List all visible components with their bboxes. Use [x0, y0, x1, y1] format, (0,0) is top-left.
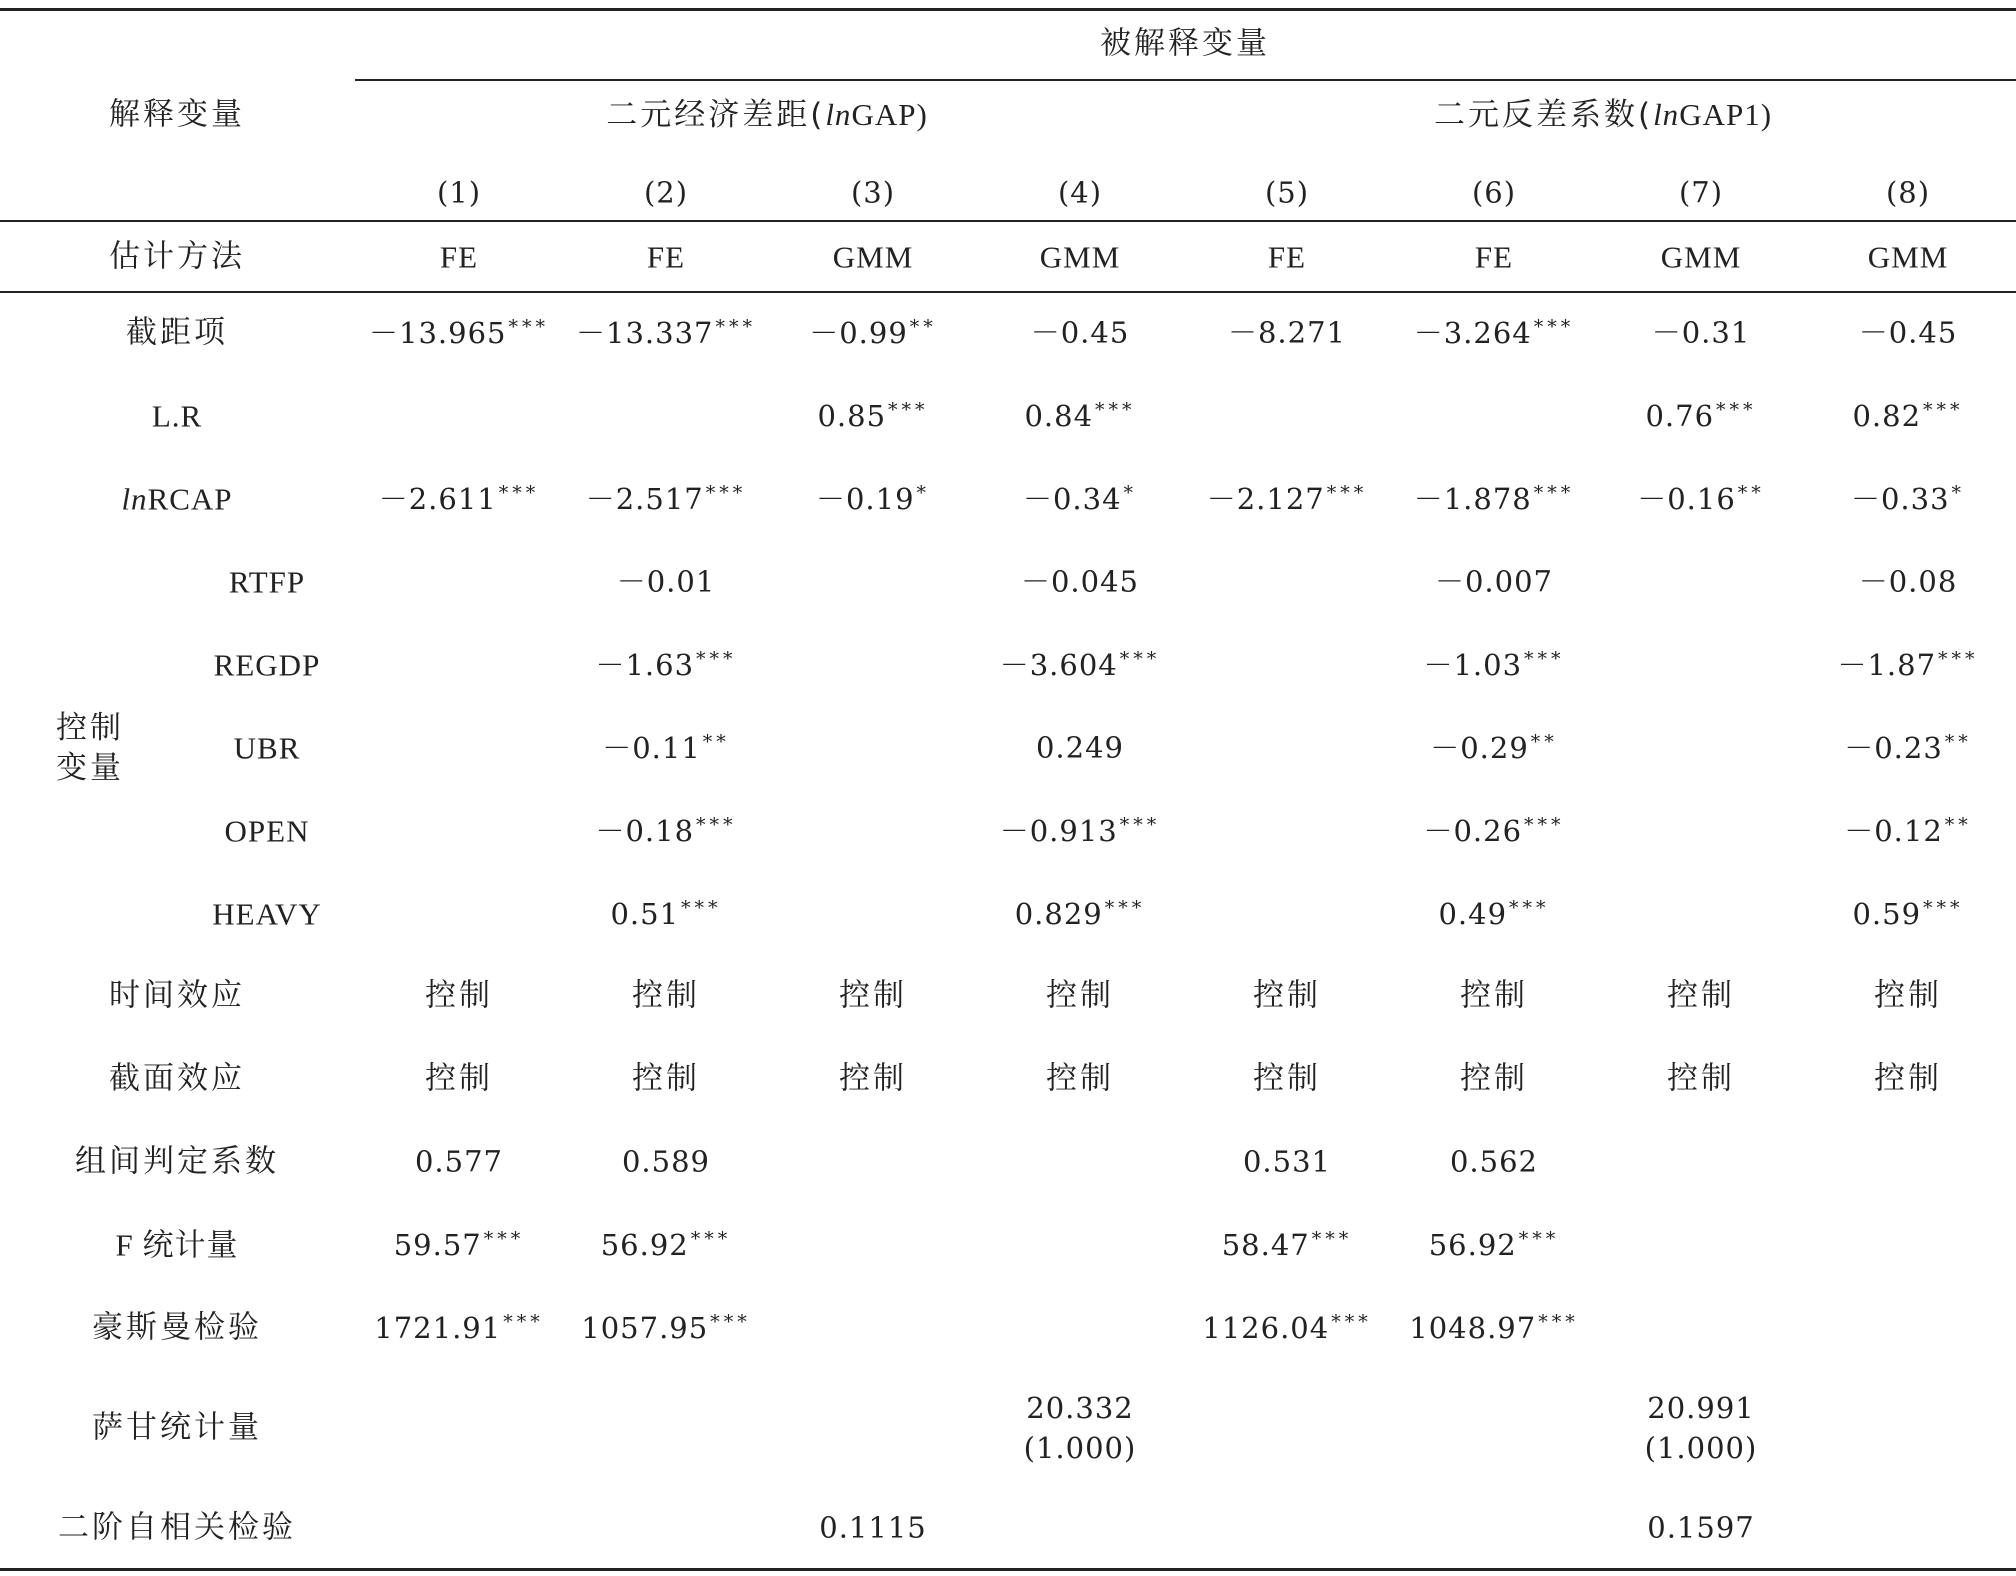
cell-value: －0.31: [1651, 315, 1751, 350]
significance-stars: ***: [705, 482, 747, 504]
cell-value: －13.337: [576, 316, 714, 350]
significance-stars: ***: [1533, 482, 1575, 504]
significance-stars: ***: [888, 399, 929, 421]
table-cell: [1449, 1144, 1539, 1179]
table-cell: [1647, 1510, 1755, 1545]
table-cell: [1637, 484, 1765, 514]
significance-stars: ***: [1923, 897, 1964, 919]
group-header-gap: [606, 99, 928, 131]
table-cell: [1851, 484, 1965, 514]
cell-value: 0.577: [414, 1144, 504, 1179]
cell-value: 控制: [1460, 977, 1528, 1014]
cell-value: －1.878: [1413, 482, 1532, 516]
cell-value: 1057.95: [581, 1311, 709, 1345]
table-cell: [632, 1060, 700, 1097]
cell-value-secondary: (1.000): [1023, 1431, 1137, 1465]
significance-stars: ***: [1538, 1311, 1579, 1333]
cell-value-secondary: (1.000): [1644, 1431, 1758, 1465]
significance-stars: **: [1944, 731, 1972, 753]
table-cell: [616, 564, 716, 599]
bottom-rule: [0, 1568, 2016, 1571]
cell-value: －8.271: [1227, 315, 1347, 350]
group-header-gap1: [1434, 99, 1772, 131]
row-label: L.R: [151, 398, 203, 434]
table-cell: [1409, 1313, 1578, 1343]
group-header-gap1-ital: ln: [1653, 97, 1680, 132]
cell-value: 0.76: [1645, 399, 1715, 433]
table-cell: [1423, 650, 1564, 680]
table-cell: [610, 899, 721, 929]
significance-stars: ***: [1938, 648, 1979, 670]
cell-value: 59.57: [393, 1228, 482, 1262]
table-cell: [1858, 315, 1958, 350]
group-header-gap-ital: ln: [825, 97, 852, 132]
method-cell: FE: [1474, 239, 1514, 275]
table-cell: [1227, 315, 1347, 350]
significance-stars: ***: [498, 482, 540, 504]
cell-value: 控制: [1460, 1060, 1528, 1097]
cell-value: 0.59: [1852, 897, 1922, 931]
table-cell: [586, 484, 747, 514]
cell-value: 0.589: [621, 1144, 711, 1179]
row-label: RTFP: [228, 564, 306, 600]
significance-stars: **: [1737, 482, 1765, 504]
table-cell: [1429, 1230, 1560, 1260]
cell-value: －0.26: [1423, 814, 1523, 848]
table-cell: [1438, 899, 1549, 929]
cell-value: 0.84: [1024, 399, 1094, 433]
table-cell: [595, 650, 736, 680]
table-cell: [601, 1230, 732, 1260]
row-label: 二阶自相关检验: [58, 1509, 296, 1546]
cell-value: 控制: [1253, 977, 1321, 1014]
cell-value: 控制: [425, 1060, 493, 1097]
table-cell: [1020, 564, 1140, 599]
table-cell: [595, 816, 736, 846]
cell-value: 20.991: [1647, 1391, 1755, 1425]
table-cell: [1837, 650, 1978, 680]
group-header-gap-pre: 二元经济差距(: [606, 97, 826, 133]
significance-stars: ***: [1509, 897, 1550, 919]
cell-value: －2.611: [378, 482, 497, 516]
significance-stars: **: [1944, 814, 1972, 836]
table-cell: [379, 484, 540, 514]
row-label: 时间效应: [109, 977, 245, 1014]
table-cell: [374, 1313, 543, 1343]
cell-value: 0.49: [1438, 897, 1508, 931]
significance-stars: ***: [1533, 316, 1575, 338]
cell-value: －0.007: [1434, 564, 1554, 599]
cell-value: －0.12: [1844, 814, 1943, 848]
cell-value: 0.82: [1852, 399, 1922, 433]
method-cell: GMM: [1867, 239, 1949, 275]
table-cell: [816, 484, 930, 514]
table-cell: [1667, 977, 1735, 1014]
cell-value: 控制: [839, 977, 907, 1014]
table-cell: [602, 733, 730, 763]
cell-value: 0.562: [1449, 1144, 1539, 1179]
significance-stars: ***: [1104, 897, 1146, 919]
group-header-gap1-post: GAP1): [1679, 97, 1773, 132]
significance-stars: ***: [1311, 1228, 1353, 1250]
cell-value: －0.23: [1844, 731, 1943, 765]
table-cell: [1852, 899, 1963, 929]
significance-stars: ***: [1119, 814, 1161, 836]
cell-value: 控制: [425, 977, 493, 1014]
table-cell: [817, 401, 928, 431]
cell-value: 0.85: [817, 399, 887, 433]
row-label: 豪斯曼检验: [92, 1309, 262, 1346]
table-cell: [1414, 318, 1575, 348]
row-label: OPEN: [224, 813, 310, 849]
group-header-gap-post: GAP): [851, 97, 928, 132]
significance-stars: ***: [1331, 1311, 1372, 1333]
row-label: 萨甘统计量: [92, 1409, 262, 1446]
significance-stars: **: [1530, 731, 1558, 753]
column-number: (5): [1264, 175, 1310, 210]
table-cell: [1000, 816, 1161, 846]
significance-stars: **: [702, 731, 730, 753]
table-cell: [576, 318, 756, 348]
significance-stars: ***: [696, 648, 737, 670]
table-cell: [1253, 1060, 1321, 1097]
cell-value: 控制: [1874, 977, 1942, 1014]
significance-stars: *: [1951, 482, 1966, 504]
significance-stars: ***: [508, 316, 549, 338]
cell-value: －0.045: [1020, 564, 1140, 599]
cell-value: 56.92: [1428, 1228, 1517, 1262]
cell-value: －0.45: [1858, 315, 1958, 350]
significance-stars: ***: [1518, 1228, 1560, 1250]
table-cell: [1015, 899, 1146, 929]
cell-value: －0.16: [1637, 482, 1736, 516]
cell-value: －2.517: [585, 482, 704, 516]
cell-value: －0.34: [1022, 482, 1122, 516]
table-cell: [1874, 977, 1942, 1014]
cell-value: 0.829: [1014, 897, 1103, 931]
cell-value: 控制: [632, 977, 700, 1014]
cell-value: －1.87: [1837, 648, 1937, 682]
table-cell: [369, 318, 549, 348]
column-number: (2): [643, 175, 689, 210]
significance-stars: ***: [715, 316, 756, 338]
cell-value: 控制: [839, 1060, 907, 1097]
table-cell: [1844, 733, 1972, 763]
significance-stars: ***: [1095, 399, 1136, 421]
significance-stars: ***: [1326, 482, 1368, 504]
significance-stars: **: [909, 316, 937, 338]
table-cell: [1046, 1060, 1114, 1097]
row-label: [121, 481, 233, 517]
cell-value: 1126.04: [1202, 1311, 1330, 1345]
row-label: 截面效应: [109, 1060, 245, 1097]
cell-value: －0.18: [595, 814, 695, 848]
row-label: 截距项: [126, 314, 228, 351]
method-cell: GMM: [1660, 239, 1742, 275]
explained-variable-header: 被解释变量: [1100, 25, 1270, 62]
table-cell: [1030, 315, 1130, 350]
row-label: REGDP: [213, 647, 321, 683]
table-cell: [621, 1144, 711, 1179]
cell-value: 0.1115: [819, 1510, 927, 1545]
table-cell: [1046, 977, 1114, 1014]
cell-value: 控制: [1667, 977, 1735, 1014]
table-cell: [414, 1144, 504, 1179]
cell-value: 1048.97: [1409, 1311, 1537, 1345]
row-label: HEAVY: [212, 896, 322, 932]
cell-value: －0.45: [1030, 315, 1130, 350]
column-number: (4): [1057, 175, 1103, 210]
table-cell: [1023, 484, 1137, 514]
cell-value: －0.08: [1858, 564, 1958, 599]
group-header-gap1-pre: 二元反差系数(: [1433, 97, 1654, 133]
row-label: F 统计量: [115, 1227, 239, 1263]
method-rule: [0, 291, 2016, 293]
table-cell: [1253, 977, 1321, 1014]
significance-stars: ***: [690, 1228, 732, 1250]
column-number: (7): [1678, 175, 1724, 210]
significance-stars: ***: [696, 814, 737, 836]
significance-stars: *: [1123, 482, 1138, 504]
method-cell: GMM: [832, 239, 914, 275]
table-cell: [1024, 401, 1135, 431]
cell-value: －0.33: [1850, 482, 1950, 516]
cell-value: 控制: [1253, 1060, 1321, 1097]
table-cell: [1000, 650, 1161, 680]
significance-stars: ***: [1524, 648, 1565, 670]
table-cell: [425, 1060, 493, 1097]
table-cell: [839, 977, 907, 1014]
significance-stars: ***: [1524, 814, 1565, 836]
significance-stars: ***: [1716, 399, 1757, 421]
column-number: (6): [1471, 175, 1517, 210]
table-cell: [839, 1060, 907, 1097]
table-cell: [1207, 484, 1368, 514]
table-cell: [1645, 401, 1756, 431]
cell-value: 控制: [1667, 1060, 1735, 1097]
table-cell: [632, 977, 700, 1014]
table-cell: [425, 977, 493, 1014]
cell-value: －1.03: [1423, 648, 1523, 682]
cell-value: －0.01: [616, 564, 716, 599]
row-label-prefix: ln: [121, 481, 148, 517]
table-cell: [1414, 484, 1575, 514]
control-variable-group-label-line: 变量: [56, 750, 124, 786]
row-label: 组间判定系数: [75, 1143, 279, 1180]
table-cell: [1858, 564, 1958, 599]
table-cell: [1222, 1230, 1353, 1260]
column-number: (3): [850, 175, 896, 210]
significance-stars: ***: [681, 897, 722, 919]
table-cell: [1423, 816, 1564, 846]
cell-value: 控制: [632, 1060, 700, 1097]
cell-value: 控制: [1874, 1060, 1942, 1097]
top-rule: [0, 8, 2016, 11]
cell-value: －3.604: [999, 648, 1118, 682]
cell-value: －1.63: [595, 648, 695, 682]
cell-value: －2.127: [1206, 482, 1325, 516]
cell-value: 56.92: [600, 1228, 689, 1262]
cell-value: 0.249: [1035, 730, 1125, 765]
table-cell: [1430, 733, 1558, 763]
table-cell: [1460, 977, 1528, 1014]
table-cell: [1874, 1060, 1942, 1097]
table-cell: [819, 1510, 927, 1545]
column-number: (8): [1885, 175, 1931, 210]
table-cell: [1242, 1144, 1332, 1179]
cell-value: 1721.91: [374, 1311, 502, 1345]
table-cell: [1434, 564, 1554, 599]
explanatory-variable-header: 解释变量: [109, 96, 245, 133]
table-cell: [1024, 1388, 1137, 1468]
method-cell: GMM: [1039, 239, 1121, 275]
cell-value: －0.913: [999, 814, 1118, 848]
table-cell: [809, 318, 937, 348]
method-row-label: 估计方法: [109, 238, 245, 275]
row-label: UBR: [233, 730, 301, 766]
cell-value: －0.11: [602, 731, 701, 765]
cell-value: －13.965: [369, 316, 507, 350]
significance-stars: *: [916, 482, 931, 504]
table-cell: [1460, 1060, 1528, 1097]
control-variable-group-label: [56, 708, 124, 788]
significance-stars: ***: [503, 1311, 544, 1333]
table-cell: [1852, 401, 1963, 431]
cell-value: －0.19: [815, 482, 915, 516]
method-cell: FE: [439, 239, 479, 275]
table-cell: [581, 1313, 750, 1343]
control-variable-group-label-line: 控制: [56, 710, 124, 746]
header-rule: [0, 220, 2016, 222]
cell-value: 0.531: [1242, 1144, 1332, 1179]
column-number: (1): [436, 175, 482, 210]
cell-value: 58.47: [1221, 1228, 1310, 1262]
table-cell: [1844, 816, 1972, 846]
cell-value: 0.51: [610, 897, 680, 931]
significance-stars: ***: [1119, 648, 1161, 670]
method-cell: FE: [1267, 239, 1307, 275]
cell-value: －0.99: [809, 316, 908, 350]
significance-stars: ***: [1923, 399, 1964, 421]
row-label-text: RCAP: [147, 481, 233, 517]
cell-value: 控制: [1046, 1060, 1114, 1097]
cell-value: 控制: [1046, 977, 1114, 1014]
significance-stars: ***: [710, 1311, 751, 1333]
cell-value: 0.1597: [1647, 1510, 1755, 1545]
cell-value: －0.29: [1430, 731, 1529, 765]
table-cell: [1651, 315, 1751, 350]
cell-value: 20.332: [1026, 1391, 1134, 1425]
table-cell: [1667, 1060, 1735, 1097]
table-cell: [394, 1230, 525, 1260]
cell-value: －3.264: [1413, 316, 1532, 350]
significance-stars: ***: [483, 1228, 525, 1250]
group-rule: [355, 79, 2016, 81]
method-cell: FE: [646, 239, 686, 275]
table-cell: [1645, 1388, 1758, 1468]
table-cell: [1202, 1313, 1371, 1343]
table-cell: [1035, 730, 1125, 765]
